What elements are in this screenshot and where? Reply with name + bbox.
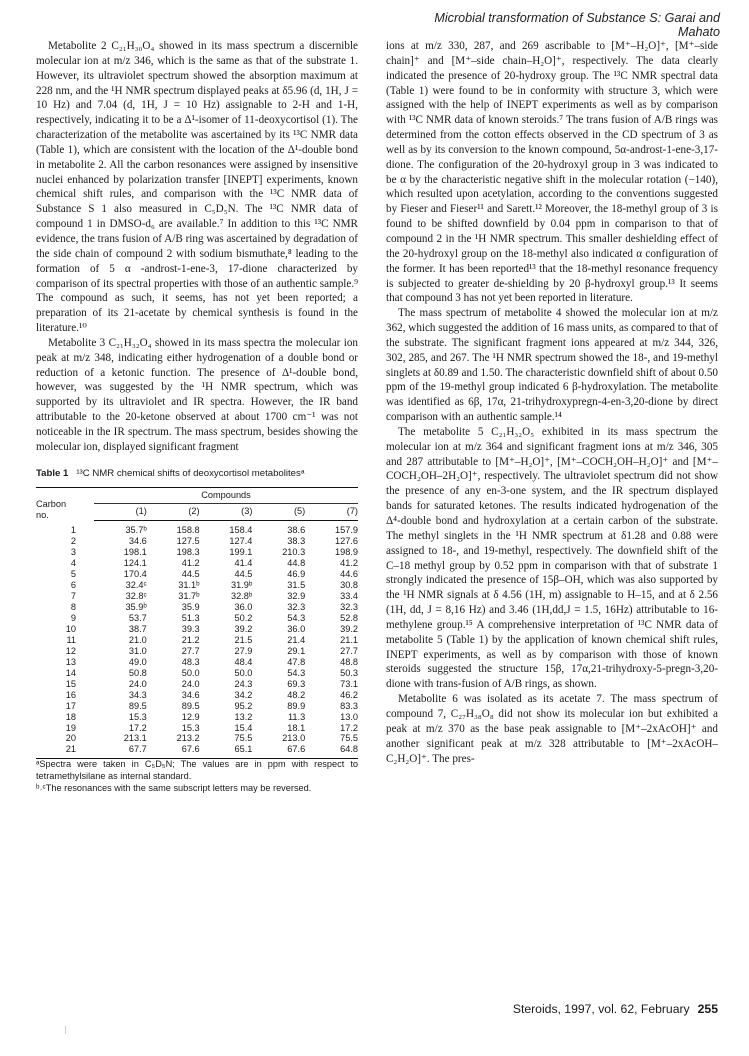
shift-value-cell: 32.8ᶜ: [125, 591, 147, 602]
shift-value-cell: 67.6: [147, 744, 200, 758]
shift-value-cell: 46.9: [287, 569, 306, 580]
shift-value-cell: 15.3: [181, 722, 200, 733]
paragraph-metabolite-4: The mass spectrum of metabolite 4 showed the molecular ion at m/z 362, which suggested the addition of 16 mass units, as compared to that of the substrate. The significant fragment ions appeared at m/z 344, 326, 302, 285, and 267. The ¹H NMR spectrum showed the 18-, and 19-methyl singlets at δ0.89 and 1.50. The characteristic downfield shift of about 0.50 ppm of the 19-methyl group indicated 6 β-hydroxylation. The metabolite was identified as 6β, 17α, 21-trihydroxypregn-4-en-3,20-dione by direct comparison with an authentic sample.¹⁴: [386, 307, 718, 424]
carbon-number-cell: 18: [65, 711, 76, 722]
shift-value-cell: 41.2: [340, 558, 358, 569]
shift-value-cell: 17.2: [340, 722, 358, 733]
shift-value-cell: 24.0: [181, 678, 200, 689]
shift-value-cell: 49.0: [128, 656, 147, 667]
shift-value-cell: 48.8: [340, 656, 358, 667]
shift-value-cell: 213.0: [282, 733, 306, 744]
shift-value-cell: 15.4: [234, 722, 253, 733]
table-row: [36, 646, 358, 657]
shift-value-cell: 32.3: [287, 602, 306, 613]
table-row: [36, 613, 358, 624]
shift-value-cell: 50.0: [181, 667, 200, 678]
shift-value-cell: 213.1: [123, 733, 147, 744]
shift-value-cell: 52.8: [340, 613, 358, 623]
carbon-number-cell: 11: [66, 634, 76, 645]
shift-value-cell: 127.5: [176, 536, 200, 547]
shift-value-cell: 24.0: [128, 678, 147, 689]
compound-column-header: (2): [147, 504, 200, 521]
carbon-number-cell: 5: [70, 569, 76, 580]
shift-value-cell: 83.3: [340, 700, 358, 711]
shift-value-cell: 39.2: [340, 623, 358, 634]
running-header: Microbial transformation of Substance S: Garai and Mahato: [434, 11, 720, 39]
table-label: Table 1: [36, 467, 69, 479]
paragraph-metabolite-6: Metabolite 6 was isolated as its acetate 7. The mass spectrum of compound 7, C₂₇H₃₈O₈ did not show its molecular ion but exhibited a peak at m/z 370 as the base peak assignable to [M⁺–2xAcOH]⁺ and another significant peak at m/z 328 attributable to [M⁺–2xAcOH–C₂H₂O]⁺. The pres-: [386, 693, 718, 765]
shift-value-cell: 44.8: [287, 558, 306, 569]
carbon-number-cell: 12: [65, 645, 76, 656]
carbon-number-cell: 9: [70, 613, 76, 623]
shift-value-cell: 89.9: [287, 700, 306, 711]
shift-value-cell: 29.1: [287, 645, 306, 656]
page-number: 255: [697, 1002, 718, 1016]
shift-value-cell: 11.3: [287, 711, 306, 722]
table-row: [36, 580, 358, 591]
shift-value-cell: 89.5: [128, 700, 147, 711]
table-row: [36, 657, 358, 668]
table-row: [36, 701, 358, 712]
compound-column-header: (5): [252, 504, 305, 521]
shift-value-cell: 31.1ᵇ: [178, 580, 200, 591]
shift-value-cell: 39.2: [234, 623, 253, 634]
shift-value-cell: 158.4: [229, 525, 253, 536]
shift-value-cell: 39.3: [181, 623, 200, 634]
table-row: [36, 624, 358, 635]
shift-value-cell: 47.8: [287, 656, 306, 667]
table-row: [36, 679, 358, 690]
shift-value-cell: 33.4: [340, 591, 358, 602]
shift-value-cell: 15.3: [128, 711, 147, 722]
shift-value-cell: 12.9: [181, 711, 200, 722]
shift-value-cell: 24.3: [234, 678, 253, 689]
shift-value-cell: 21.5: [234, 634, 253, 645]
shift-value-cell: 27.9: [234, 645, 253, 656]
shift-value-cell: 18.1: [287, 722, 306, 733]
shift-value-cell: 48.3: [181, 656, 200, 667]
shift-value-cell: 65.1: [200, 744, 253, 758]
shift-value-cell: 31.7ᵇ: [178, 591, 200, 602]
shift-value-cell: 30.8: [340, 580, 358, 591]
table-row: [36, 733, 358, 744]
table-footnote-a: ᵃSpectra were taken in C₅D₅N; The values are in ppm with respect to tetramethylsilane as internal standard.: [36, 759, 358, 781]
shift-value-cell: 75.5: [340, 733, 358, 744]
shift-value-cell: 127.4: [229, 536, 253, 547]
table-row: [36, 602, 358, 613]
compound-column-header: (7): [305, 504, 358, 521]
table-row: [36, 536, 358, 547]
carbon-number-cell: 2: [70, 536, 76, 547]
shift-value-cell: 67.6: [252, 744, 305, 758]
shift-value-cell: 158.8: [176, 525, 200, 536]
shift-value-cell: 95.2: [234, 700, 253, 711]
nmr-table: [36, 487, 358, 759]
shift-value-cell: 34.3: [128, 689, 147, 700]
shift-value-cell: 21.1: [340, 634, 358, 645]
shift-value-cell: 198.9: [335, 547, 358, 558]
shift-value-cell: 41.4: [234, 558, 253, 569]
shift-value-cell: 46.2: [340, 689, 358, 700]
carbon-number-cell: 1: [70, 525, 76, 536]
carbon-number-cell: 13: [65, 656, 76, 667]
shift-value-cell: 89.5: [181, 700, 200, 711]
shift-value-cell: 157.9: [335, 525, 358, 536]
shift-value-cell: 32.8ᵇ: [231, 591, 253, 602]
shift-value-cell: 64.8: [305, 744, 358, 758]
shift-value-cell: 35.9: [181, 602, 200, 613]
table-row: [36, 591, 358, 602]
compound-column-header: (1): [94, 504, 147, 521]
shift-value-cell: 38.3: [287, 536, 306, 547]
shift-value-cell: 35.7ᵇ: [125, 525, 147, 536]
shift-value-cell: 13.0: [340, 711, 358, 722]
shift-value-cell: 54.3: [287, 613, 306, 623]
shift-value-cell: 44.5: [234, 569, 253, 580]
compound-column-header: (3): [200, 504, 253, 521]
carbon-number-cell: 4: [70, 558, 76, 569]
carbon-number-cell: 15: [65, 678, 76, 689]
shift-value-cell: 34.6: [128, 536, 147, 547]
left-column: [36, 39, 358, 795]
shift-value-cell: 27.7: [340, 645, 358, 656]
carbon-number-cell: 21: [36, 744, 94, 758]
shift-value-cell: 32.4ᶜ: [125, 580, 147, 591]
shift-value-cell: 213.2: [176, 733, 200, 744]
carbon-number-cell: 8: [70, 602, 76, 613]
shift-value-cell: 44.6: [340, 569, 358, 580]
table-row: [36, 521, 358, 536]
shift-value-cell: 48.2: [287, 689, 306, 700]
shift-value-cell: 198.3: [176, 547, 200, 558]
shift-value-cell: 50.3: [340, 667, 358, 678]
table-row: [36, 635, 358, 646]
carbon-number-cell: 7: [70, 591, 76, 602]
shift-value-cell: 69.3: [287, 678, 306, 689]
carbon-number-cell: 10: [65, 623, 76, 634]
carbon-number-cell: 17: [65, 700, 76, 711]
shift-value-cell: 32.9: [287, 591, 306, 602]
carbon-number-cell: 6: [70, 580, 76, 591]
carbon-number-cell: 16: [65, 689, 76, 700]
shift-value-cell: 127.6: [335, 536, 358, 547]
table-row: [36, 547, 358, 558]
shift-value-cell: 44.5: [181, 569, 200, 580]
carbon-number-cell: 14: [65, 667, 76, 678]
shift-value-cell: 34.2: [234, 689, 253, 700]
shift-value-cell: 73.1: [340, 678, 358, 689]
shift-value-cell: 17.2: [128, 722, 147, 733]
table-row: [36, 690, 358, 701]
paragraph-metabolite-2: Metabolite 2 C₂₁H₃₀O₄ showed in its mass spectrum a discernible molecular ion at m/z 346, which is the same as that of the substrate 1. However, its ultraviolet spectrum showed the absorption maximum at 228 nm, and the ¹H NMR spectrum displayed peaks at δ5.96 (d, 1H, J = 10 Hz) and 7.04 (d, 1H, J = 10 Hz) assignable to 2-H and 1-H, respectively, indicating it to be a Δ¹-isomer of 11-deoxycortisol (1). The characterization of the metabolite was ascertained by its ¹³C NMR data (Table 1), which are consistent with the location of the Δ¹-double bond in metabolite 2. All the carbon resonances were assigned by insensitive nuclei enhanced by polarization transfer [INEPT] experiments, known chemical shift rules, and comparison with the ¹³C NMR data of Substance S 1 also measured in C₅D₅N. The ¹³C NMR data of compound 1 in DMSO-d₆ are available.⁷ In addition to this ¹³C NMR evidence, the trans fusion of A/B ring was ascertained by degradation of the side chain of compound 2 with sodium bismuthate,⁸ leading to the formation of 5 α -androst-1-ene-3, 17-dione characterized by comparison of its spectral properties with those of an authentic sample.⁹ The compound as such, it seems, has not yet been reported; a preparation of its 21-acetate by chemical synthesis is found in the literature.¹⁰: [36, 40, 358, 335]
shift-value-cell: 36.0: [234, 602, 253, 613]
scan-mark: [65, 1026, 66, 1034]
journal-citation: Steroids, 1997, vol. 62, February: [512, 1002, 690, 1016]
shift-value-cell: 27.7: [181, 645, 200, 656]
shift-value-cell: 31.9ᵇ: [231, 580, 253, 591]
table-row: [36, 668, 358, 679]
shift-value-cell: 50.0: [234, 667, 253, 678]
shift-value-cell: 48.4: [234, 656, 253, 667]
table-row: [36, 558, 358, 569]
table-row: [36, 569, 358, 580]
right-column: [386, 39, 718, 766]
paragraph-metabolite-3: Metabolite 3 C₂₁H₃₂O₄ showed in its mass spectra the molecular ion peak at m/z 348, indicating either hydrogenation of a double bond or reduction of a ketonic function. The presence of Δ¹-double bond, however, was suggested by the ¹H NMR spectrum, which was supported by its ultraviolet and IR spectra. However, the IR band attributable to the 20-ketone observed at about 1700 cm⁻¹ was not noticeable in the IR spectrum. The mass spectrum, besides showing the molecular ion, displayed significant fragment: [36, 336, 358, 453]
shift-value-cell: 31.0: [128, 645, 147, 656]
table-row: [36, 712, 358, 723]
shift-value-cell: 21.0: [128, 634, 147, 645]
paragraph-metabolite-5: The metabolite 5 C₂₁H₃₂O₅ exhibited in its mass spectrum the molecular ion at m/z 364 and significant fragment ions at m/z 346, 305 and 287 attributable to [M⁺–H₂O]⁺, [M⁺–COCH₂OH–H₂O]⁺ and [M⁺–COCH₂OH–2H₂O]⁺, respectively. The ultraviolet spectrum did not show the presence of any en-3-one system, and the IR spectrum displayed bands for saturated ketones. The results indicated hydrogenation of the Δ⁴-double bond and hydroxylation at a certain carbon of the substrate. The methyl singlets in the ¹H NMR spectrum at δ1.28 and 0.88 were assigned to 18-, and 19-methyl, respectively. The downfield shift of the C–18 methyl group by 0.52 ppm in comparison with that of substrate 1 strongly indicated the presence of 15β–OH, which was also supported by the ¹H NMR signals at δ 4.56 (1H, m) assignable to H–15, and at δ 2.56 (1H, dd, J = 8,16 Hz) and 3.46 (1H,dd,J = 1.5, 16Hz) attributable to 16-methylene group.¹⁵ A comprehensive interpretation of ¹³C NMR data of metabolite 5 (Table 1) by the application of known chemical shift rules, INEPT experiments, as well as by comparison with those of known steroids suggested the structure 15β, 17α,21-trihydroxy-5-pregn-3,20-dione with trans-fusion of A/B rings, as shown.: [386, 425, 718, 691]
table-title: [36, 467, 358, 482]
table-footnote-bc: ᵇ˒ᶜThe resonances with the same subscript letters may be reversed.: [36, 783, 312, 794]
shift-value-cell: 51.3: [181, 613, 200, 623]
shift-value-cell: 13.2: [234, 711, 253, 722]
table-caption: ¹³C NMR chemical shifts of deoxycortisol metabolitesᵃ: [76, 467, 305, 479]
shift-value-cell: 50.2: [234, 613, 253, 623]
carbon-number-cell: 20: [65, 733, 76, 744]
shift-value-cell: 199.1: [229, 547, 253, 558]
shift-value-cell: 124.1: [123, 558, 147, 569]
shift-value-cell: 41.2: [181, 558, 200, 569]
shift-value-cell: 75.5: [234, 733, 253, 744]
page-footer: [430, 1002, 718, 1016]
compounds-header: Compounds: [94, 488, 358, 504]
shift-value-cell: 31.5: [287, 580, 306, 591]
table-row: [36, 744, 358, 758]
shift-value-cell: 35.9ᵇ: [125, 602, 147, 613]
shift-value-cell: 67.7: [94, 744, 147, 758]
shift-value-cell: 38.7: [128, 623, 147, 634]
shift-value-cell: 32.3: [340, 602, 358, 613]
shift-value-cell: 198.1: [123, 547, 147, 558]
shift-value-cell: 21.2: [181, 634, 200, 645]
carbon-number-cell: 19: [65, 722, 76, 733]
shift-value-cell: 54.3: [287, 667, 306, 678]
shift-value-cell: 34.6: [181, 689, 200, 700]
shift-value-cell: 38.6: [287, 525, 306, 536]
carbon-number-cell: 3: [70, 547, 76, 558]
shift-value-cell: 210.3: [282, 547, 306, 558]
shift-value-cell: 36.0: [287, 623, 306, 634]
shift-value-cell: 21.4: [287, 634, 306, 645]
carbon-header: Carbon no.: [36, 488, 94, 521]
shift-value-cell: 170.4: [123, 569, 147, 580]
table-row: [36, 723, 358, 734]
shift-value-cell: 50.8: [128, 667, 147, 678]
shift-value-cell: 53.7: [128, 613, 147, 623]
paragraph-metabolite-3-cont: ions at m/z 330, 287, and 269 ascribable to [M⁺–H₂O]⁺, [M⁺–side chain]⁺ and [M⁺–side chain–H₂O]⁺, respectively. The data clearly indicated the presence of 20-hydroxy group. The ¹³C NMR spectral data (Table 1) were found to be in conformity with structure 3, which were assigned with the help of INEPT experiments as well as by comparison with ¹³C NMR data of known steroids.⁷ The trans fusion of A/B rings was determined from the cotton effects observed in the CD spectrum of 3 as well as by its conversion to the known compound, 5α-androst-1-ene-3,17-dione. The configuration of the 20-hydroxyl group in 3 was indicated to be α by the characteristic negative shift in the molecular rotation (−140), which resulted upon acetylation, according to the conventions suggested by Fieser and Fieser¹¹ and Sarett.¹² Moreover, the 18-methyl group of 3 is found to be shifted downfield by 0.04 ppm in comparison to that of compound 2 in the ¹H NMR spectrum. This smaller deshielding effect of the 20-hydroxyl group on the 18-methyl also indicated α configuration of the former. It has been reported¹³ that the 18-methyl resonance frequency is subjected to greater de-shielding by 20 β-hydroxyl group.¹³ It seems that compound 3 has not yet been reported in literature.: [386, 40, 718, 305]
